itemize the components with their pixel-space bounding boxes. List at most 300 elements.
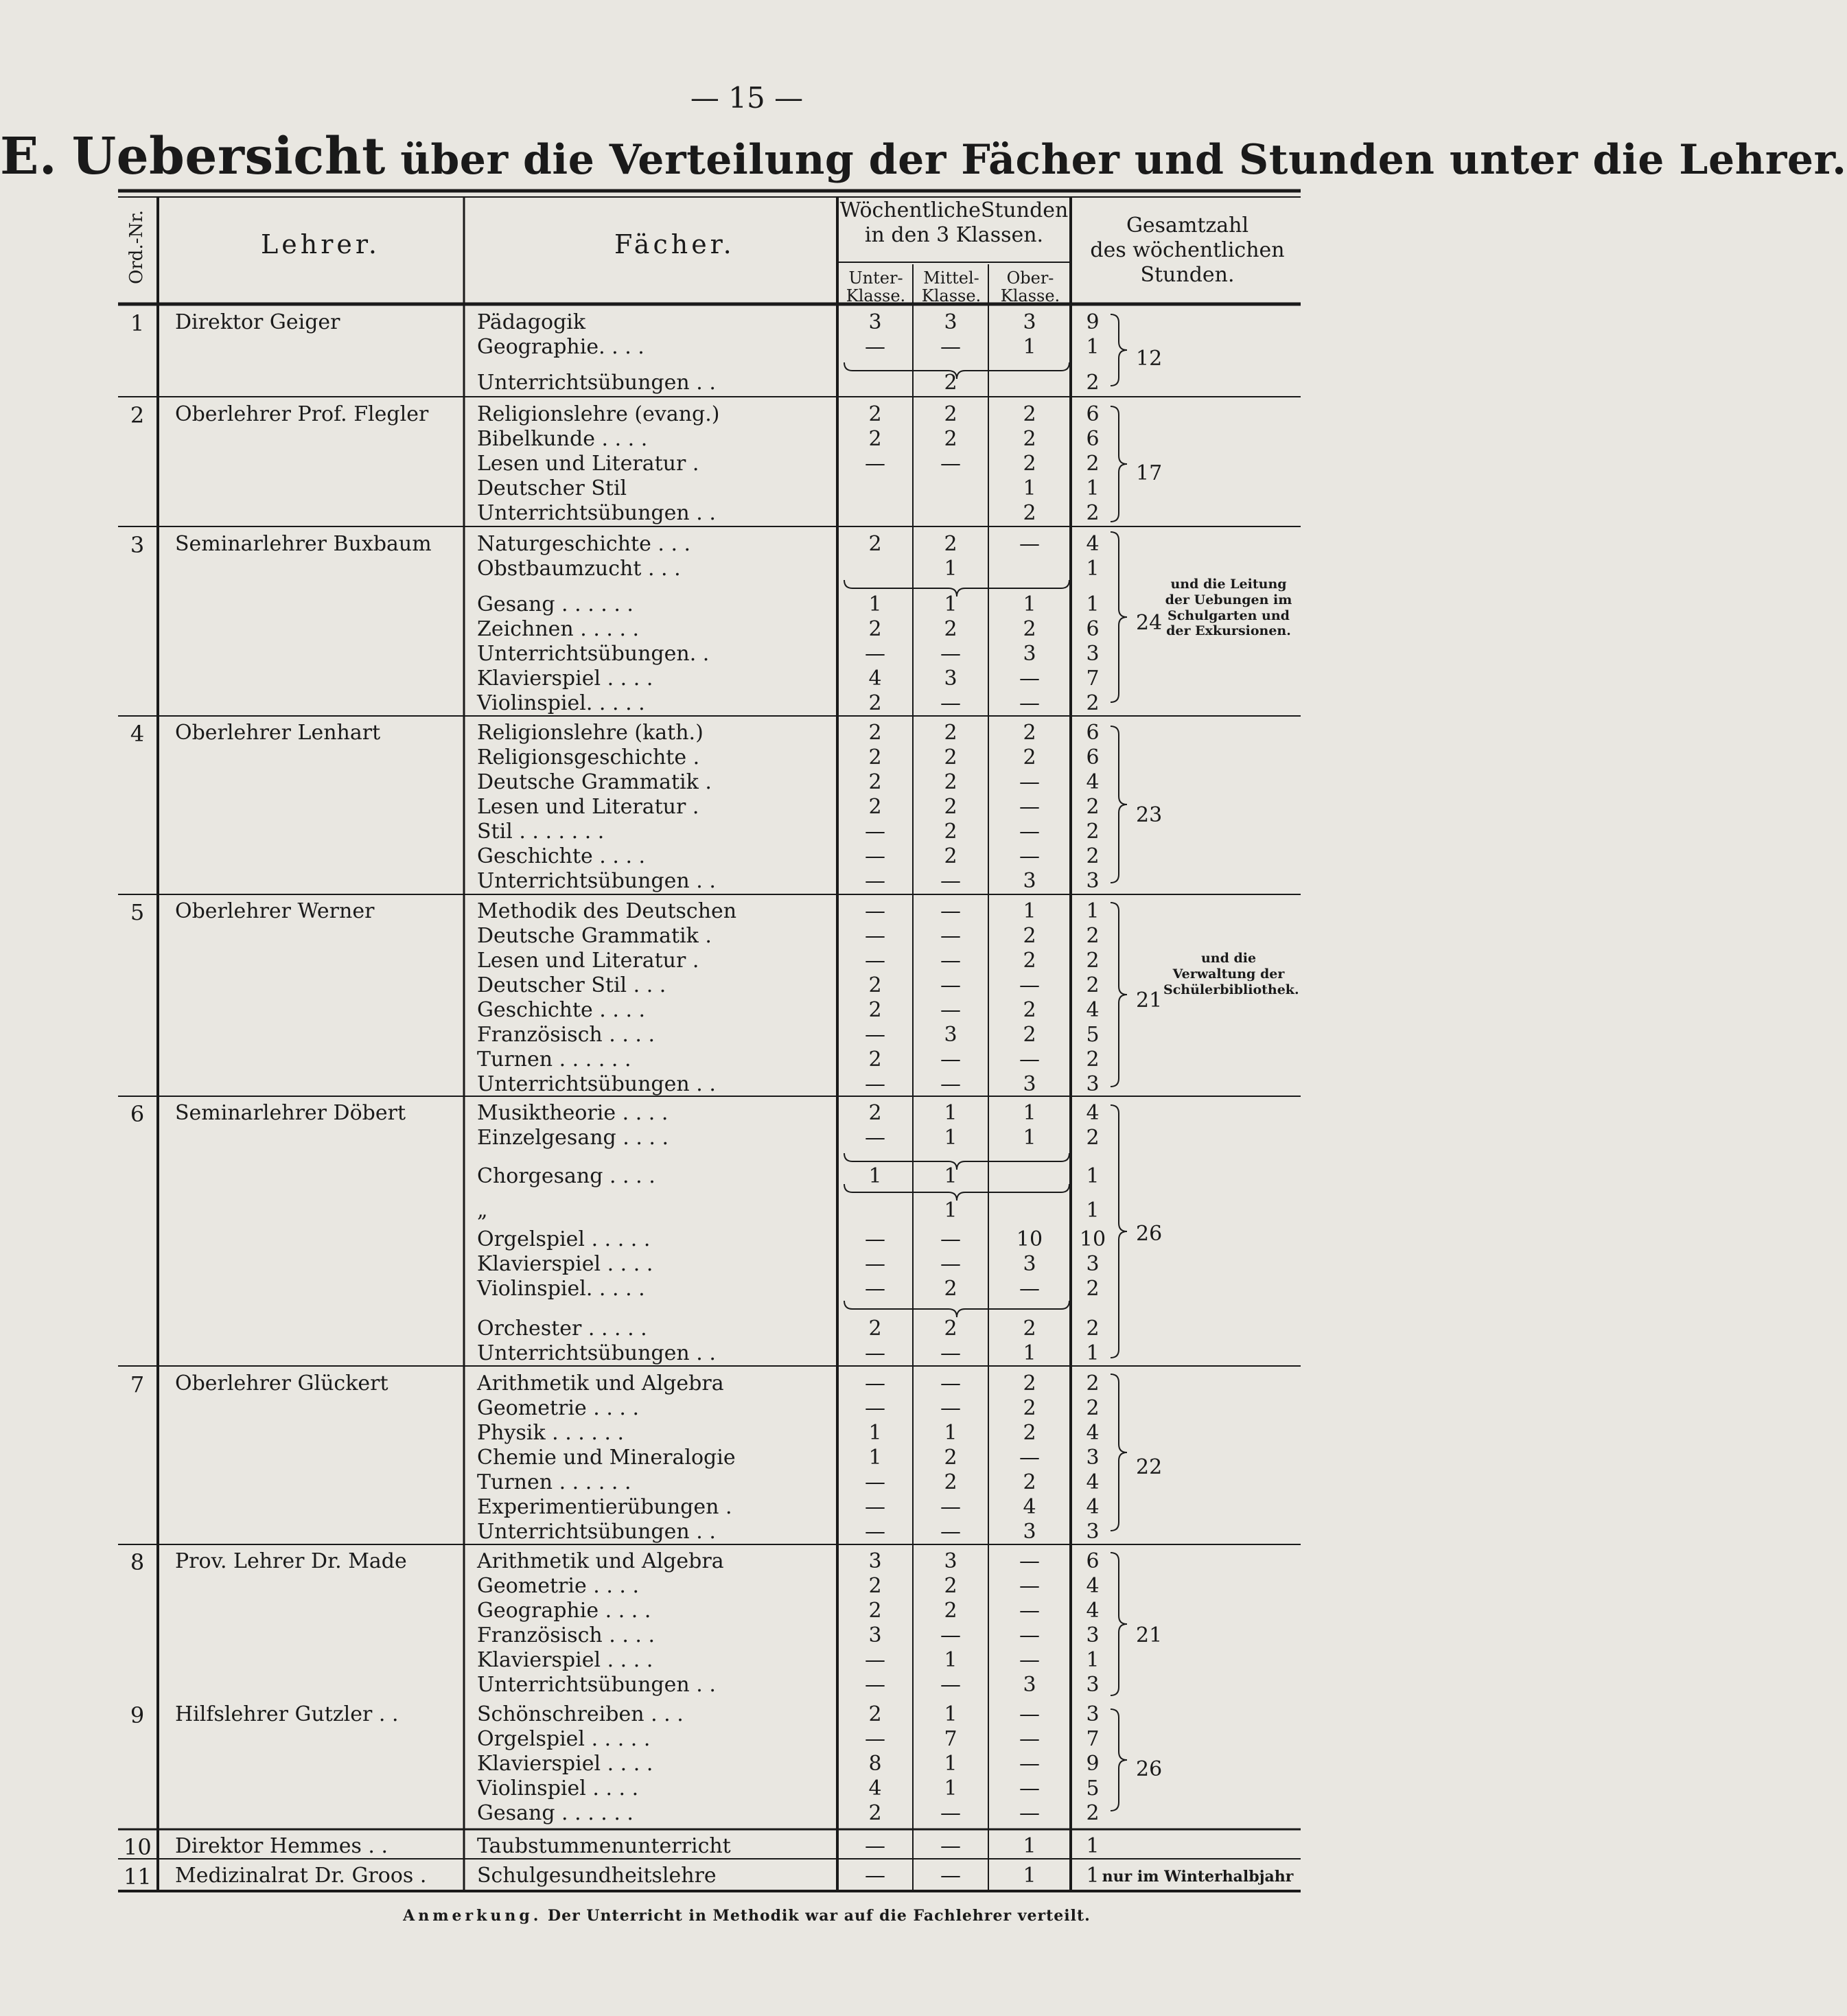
hours-unter: — (865, 1470, 885, 1494)
hours-ober: — (1019, 667, 1040, 691)
hours-unter: 2 (868, 427, 882, 451)
hours-ober: 4 (1023, 1495, 1036, 1519)
header-weekly: WöchentlicheStunden (839, 198, 1069, 222)
subject-name: Französisch . . . . (477, 1623, 655, 1647)
group-total: 23 (1136, 803, 1163, 827)
hours-total: 1 (1086, 557, 1100, 581)
hours-mittel: — (940, 1801, 961, 1825)
row-number: 10 (124, 1834, 152, 1860)
subject-name: „ (477, 1198, 488, 1223)
hours-unter: 8 (868, 1752, 882, 1776)
hours-unter: — (865, 1834, 885, 1858)
hours-mittel: — (940, 1047, 961, 1071)
hours-unter: 3 (868, 310, 882, 334)
teacher-name: Hilfslehrer Gutzler . . (175, 1702, 399, 1726)
hours-ober: 2 (1023, 1023, 1036, 1047)
hours-unter: — (865, 1341, 885, 1365)
subject-name: Klavierspiel . . . . (477, 667, 653, 691)
hours-unter: 2 (868, 1101, 882, 1125)
footnote (0, 1907, 1494, 1925)
hours-mittel: 7 (944, 1727, 957, 1751)
hours-ober: — (1019, 532, 1040, 556)
subject-name: Religionslehre (evang.) (477, 402, 720, 426)
hours-ober: 2 (1023, 1421, 1036, 1445)
row-number: 5 (130, 899, 145, 925)
hours-mittel: — (940, 998, 961, 1022)
subject-name: Bibelkunde . . . . (477, 427, 648, 451)
hours-mittel: — (940, 1673, 961, 1697)
subject-name: Methodik des Deutschen (477, 899, 737, 923)
hours-ober: — (1019, 1801, 1040, 1825)
hours-unter: — (865, 869, 885, 893)
hours-ober: — (1019, 844, 1040, 868)
hours-total: 2 (1086, 1371, 1100, 1395)
header-ober: Ober- (1006, 268, 1054, 288)
subject-name: Unterrichtsübungen . . (477, 1673, 716, 1697)
hours-unter: 2 (868, 1599, 882, 1623)
hours-total: 2 (1086, 1126, 1100, 1150)
hours-ober: 2 (1023, 1317, 1036, 1341)
hours-unter: — (865, 924, 885, 948)
subject-name: Deutsche Grammatik . (477, 924, 712, 948)
header-unter: Unter- (848, 268, 903, 288)
hours-mittel: 1 (944, 1648, 957, 1672)
hours-unter: — (865, 335, 885, 359)
hours-total: 2 (1086, 973, 1100, 997)
hours-total: 2 (1086, 452, 1100, 476)
hours-total: 7 (1086, 1727, 1100, 1751)
teacher-name: Oberlehrer Werner (175, 899, 375, 923)
group-total: 26 (1136, 1757, 1163, 1781)
hours-unter: — (865, 1227, 885, 1251)
subject-name: Chorgesang . . . . (477, 1164, 655, 1188)
hours-total: 1 (1086, 1834, 1100, 1858)
hours-unter: 2 (868, 617, 882, 641)
hours-mittel: — (940, 642, 961, 666)
hours-total: 2 (1086, 795, 1100, 819)
subject-name: Unterrichtsübungen. . (477, 642, 710, 666)
hours-mittel: 3 (944, 667, 957, 691)
hours-unter: 2 (868, 973, 882, 997)
hours-ober: 1 (1023, 1101, 1036, 1125)
hours-ober: 1 (1023, 1341, 1036, 1365)
hours-total: 2 (1086, 820, 1100, 844)
hours-unter: 2 (868, 1702, 882, 1726)
teacher-name: Seminarlehrer Buxbaum (175, 532, 432, 556)
hours-mittel: — (940, 1495, 961, 1519)
hours-mittel: 2 (944, 795, 957, 819)
hours-unter: 4 (868, 1776, 882, 1800)
hours-mittel: 1 (944, 1198, 957, 1223)
hours-ober: — (1019, 1648, 1040, 1672)
teacher-name: Oberlehrer Lenhart (175, 721, 381, 745)
hours-unter: — (865, 820, 885, 844)
hours-total: 2 (1086, 371, 1100, 395)
hours-total: 4 (1086, 770, 1100, 794)
hours-unter: 2 (868, 1574, 882, 1598)
subject-name: Physik . . . . . . (477, 1421, 625, 1445)
hours-total: 4 (1086, 532, 1100, 556)
subject-name: Orchester . . . . . (477, 1317, 647, 1341)
subject-name: Violinspiel. . . . . (477, 1277, 645, 1301)
subject-name: Turnen . . . . . . (477, 1470, 631, 1494)
hours-ober: 2 (1023, 1470, 1036, 1494)
hours-ober: 1 (1023, 476, 1036, 500)
hours-mittel: — (940, 869, 961, 893)
hours-total: 1 (1086, 1864, 1100, 1888)
hours-mittel: 1 (944, 1421, 957, 1445)
subject-name: Unterrichtsübungen . . (477, 1520, 716, 1544)
hours-total: 6 (1086, 745, 1100, 769)
hours-ober: — (1019, 1277, 1040, 1301)
header-subjects: Fächer. (614, 229, 735, 259)
hours-mittel: — (940, 1227, 961, 1251)
hours-total: 6 (1086, 1549, 1100, 1573)
hours-ober: 3 (1023, 869, 1036, 893)
hours-mittel: 2 (944, 1470, 957, 1494)
hours-mittel: 2 (944, 427, 957, 451)
hours-unter: — (865, 1252, 885, 1276)
hours-mittel: 1 (944, 592, 957, 616)
subject-name: Musiktheorie . . . . (477, 1101, 669, 1125)
hours-ober: 2 (1023, 427, 1036, 451)
hours-ober: — (1019, 1752, 1040, 1776)
hours-unter: 1 (868, 1164, 882, 1188)
subject-name: Taubstummenunterricht (477, 1834, 731, 1858)
hours-ober: — (1019, 1599, 1040, 1623)
hours-mittel: — (940, 899, 961, 923)
hours-mittel: — (940, 1371, 961, 1395)
hours-mittel: 2 (944, 617, 957, 641)
hours-total: 6 (1086, 617, 1100, 641)
hours-unter: — (865, 899, 885, 923)
hours-total: 2 (1086, 844, 1100, 868)
hours-ober: — (1019, 1549, 1040, 1573)
subject-name: Stil . . . . . . . (477, 820, 605, 844)
hours-mittel: — (940, 1834, 961, 1858)
row-number: 11 (124, 1864, 152, 1890)
hours-ober: — (1019, 1574, 1040, 1598)
hours-ober: — (1019, 691, 1040, 715)
subject-name: Arithmetik und Algebra (477, 1371, 724, 1395)
hours-unter: — (865, 642, 885, 666)
hours-unter: 1 (868, 1446, 882, 1470)
hours-unter: — (865, 1520, 885, 1544)
hours-unter: 2 (868, 1801, 882, 1825)
hours-total: 5 (1086, 1776, 1100, 1800)
hours-ober: — (1019, 820, 1040, 844)
header-ord-nr: Ord.-Nr. (126, 209, 148, 284)
hours-ober: — (1019, 770, 1040, 794)
subject-name: Naturgeschichte . . . (477, 532, 691, 556)
hours-unter: 2 (868, 691, 882, 715)
hours-mittel: 2 (944, 770, 957, 794)
header-ober-klasse: Klasse. (1000, 286, 1060, 305)
subject-name: Geschichte . . . . (477, 998, 646, 1022)
hours-mittel: 2 (944, 1317, 957, 1341)
hours-unter: — (865, 1648, 885, 1672)
hours-ober: 2 (1023, 721, 1036, 745)
header-weekly-2: in den 3 Klassen. (864, 223, 1044, 247)
hours-mittel: — (940, 924, 961, 948)
hours-mittel: — (940, 1396, 961, 1420)
hours-unter: — (865, 1126, 885, 1150)
hours-total: 3 (1086, 1252, 1100, 1276)
hours-ober: 2 (1023, 1396, 1036, 1420)
hours-total: 4 (1086, 1574, 1100, 1598)
hours-unter: — (865, 1371, 885, 1395)
header-total-2: des wöchentlichen (1090, 238, 1285, 262)
hours-mittel: 2 (944, 371, 957, 395)
subject-name: Arithmetik und Algebra (477, 1549, 724, 1573)
subject-name: Schulgesundheitslehre (477, 1864, 717, 1888)
hours-ober: — (1019, 1047, 1040, 1071)
hours-mittel: — (940, 1520, 961, 1544)
hours-ober: — (1019, 1446, 1040, 1470)
hours-unter: 2 (868, 998, 882, 1022)
group-total: 21 (1136, 988, 1163, 1012)
hours-mittel: — (940, 1623, 961, 1647)
subject-name: Zeichnen . . . . . (477, 617, 640, 641)
hours-total: 2 (1086, 1801, 1100, 1825)
hours-ober: 2 (1023, 949, 1036, 973)
hours-ober: — (1019, 973, 1040, 997)
hours-ober: 1 (1023, 335, 1036, 359)
hours-total: 1 (1086, 592, 1100, 616)
title-rest: über die Verteilung der Fächer und Stunden unter die Lehrer. (400, 136, 1847, 184)
hours-unter: — (865, 1023, 885, 1047)
row-number: 4 (130, 721, 145, 747)
subject-name: Gesang . . . . . . (477, 592, 634, 616)
subject-name: Gesang . . . . . . (477, 1801, 634, 1825)
hours-ober: 3 (1023, 1673, 1036, 1697)
hours-mittel: — (940, 1072, 961, 1096)
hours-unter: 3 (868, 1623, 882, 1647)
hours-ober: 2 (1023, 1371, 1036, 1395)
hours-mittel: 1 (944, 1702, 957, 1726)
hours-unter: — (865, 844, 885, 868)
row-number: 9 (130, 1702, 145, 1728)
page-number: — 15 — (690, 81, 804, 115)
group-note: und die Leitung der Uebungen im Schulgarten und der Exkursionen. (1165, 577, 1292, 639)
hours-total: 6 (1086, 427, 1100, 451)
hours-total: 2 (1086, 924, 1100, 948)
hours-mittel: — (940, 973, 961, 997)
subject-name: Violinspiel. . . . . (477, 691, 645, 715)
hours-ober: 3 (1023, 1252, 1036, 1276)
group-total: 24 (1136, 611, 1163, 635)
hours-unter: — (865, 1727, 885, 1751)
teacher-name: Direktor Hemmes . . (175, 1834, 388, 1858)
hours-unter: — (865, 1277, 885, 1301)
hours-mittel: 2 (944, 1574, 957, 1598)
hours-total: 1 (1086, 1648, 1100, 1672)
subject-name: Geometrie . . . . (477, 1396, 640, 1420)
subject-name: Lesen und Literatur . (477, 452, 699, 476)
hours-total: 2 (1086, 1277, 1100, 1301)
hours-total: 3 (1086, 1446, 1100, 1470)
hours-unter: 1 (868, 592, 882, 616)
hours-ober: 10 (1016, 1227, 1043, 1251)
hours-total: 3 (1086, 1702, 1100, 1726)
subject-name: Klavierspiel . . . . (477, 1252, 653, 1276)
hours-ober: 2 (1023, 402, 1036, 426)
hours-ober: 1 (1023, 1864, 1036, 1888)
hours-ober: 1 (1023, 899, 1036, 923)
group-total: 12 (1136, 347, 1163, 371)
hours-mittel: 1 (944, 1101, 957, 1125)
hours-ober: 1 (1023, 592, 1036, 616)
hours-ober: 2 (1023, 745, 1036, 769)
subject-name: Geometrie . . . . (477, 1574, 640, 1598)
hours-unter: — (865, 949, 885, 973)
subject-name: Deutscher Stil (477, 476, 627, 500)
group-total: 21 (1136, 1623, 1163, 1647)
hours-ober: 1 (1023, 1834, 1036, 1858)
hours-mittel: 3 (944, 1023, 957, 1047)
hours-total: 2 (1086, 1317, 1100, 1341)
hours-total: 2 (1086, 1396, 1100, 1420)
hours-total: 3 (1086, 869, 1100, 893)
hours-mittel: — (940, 1341, 961, 1365)
hours-total: 2 (1086, 691, 1100, 715)
hours-mittel: — (940, 691, 961, 715)
hours-ober: 2 (1023, 452, 1036, 476)
hours-unter: 2 (868, 745, 882, 769)
hours-mittel: 1 (944, 1126, 957, 1150)
header-total-3: Stunden. (1140, 263, 1235, 287)
hours-ober: — (1019, 1623, 1040, 1647)
row-number: 6 (130, 1101, 145, 1127)
subject-name: Klavierspiel . . . . (477, 1752, 653, 1776)
hours-total: 1 (1086, 476, 1100, 500)
hours-ober: — (1019, 1776, 1040, 1800)
hours-mittel: 1 (944, 1752, 957, 1776)
subject-name: Unterrichtsübungen . . (477, 371, 716, 395)
subject-name: Unterrichtsübungen . . (477, 1072, 716, 1096)
hours-ober: 2 (1023, 617, 1036, 641)
title-word: Uebersicht (71, 127, 386, 186)
hours-total: 1 (1086, 335, 1100, 359)
row-number: 2 (130, 402, 145, 428)
hours-unter: — (865, 1495, 885, 1519)
hours-ober: 3 (1023, 310, 1036, 334)
group-total: 22 (1136, 1455, 1163, 1479)
hours-unter: 2 (868, 532, 882, 556)
subject-name: Orgelspiel . . . . . (477, 1727, 651, 1751)
hours-unter: — (865, 1396, 885, 1420)
header-teacher: Lehrer. (261, 229, 380, 259)
teacher-name: Prov. Lehrer Dr. Made (175, 1549, 407, 1573)
hours-unter: — (865, 1673, 885, 1697)
subject-name: Chemie und Mineralogie (477, 1446, 736, 1470)
subject-name: Religionsgeschichte . (477, 745, 700, 769)
subject-name: Unterrichtsübungen . . (477, 501, 716, 525)
hours-mittel: 2 (944, 1277, 957, 1301)
hours-mittel: 2 (944, 844, 957, 868)
hours-total: 5 (1086, 1023, 1100, 1047)
group-total: 26 (1136, 1222, 1163, 1246)
hours-total: 9 (1086, 1752, 1100, 1776)
subject-name: Lesen und Literatur . (477, 949, 699, 973)
hours-mittel: — (940, 335, 961, 359)
subject-name: Experimentierübungen . (477, 1495, 732, 1519)
hours-unter: 2 (868, 770, 882, 794)
hours-ober: — (1019, 795, 1040, 819)
teacher-name: Direktor Geiger (175, 310, 340, 334)
hours-unter: 4 (868, 667, 882, 691)
subject-name: Deutsche Grammatik . (477, 770, 712, 794)
hours-unter: 2 (868, 1047, 882, 1071)
hours-unter: — (865, 452, 885, 476)
hours-total: 4 (1086, 1495, 1100, 1519)
hours-total: 3 (1086, 1673, 1100, 1697)
hours-unter: — (865, 1864, 885, 1888)
hours-total: 4 (1086, 1470, 1100, 1494)
hours-mittel: 3 (944, 1549, 957, 1573)
hours-unter: 2 (868, 402, 882, 426)
hours-total: 3 (1086, 1623, 1100, 1647)
header-unter-klasse: Klasse. (846, 286, 906, 305)
subject-name: Einzelgesang . . . . (477, 1126, 669, 1150)
hours-total: 10 (1079, 1227, 1106, 1251)
hours-ober: 2 (1023, 501, 1036, 525)
hours-mittel: 2 (944, 532, 957, 556)
hours-mittel: — (940, 1252, 961, 1276)
hours-total: 3 (1086, 1072, 1100, 1096)
subject-name: Geschichte . . . . (477, 844, 646, 868)
footnote-text: Der Unterricht in Methodik war auf die Fachlehrer verteilt. (548, 1907, 1091, 1925)
hours-total: 6 (1086, 721, 1100, 745)
hours-total: 2 (1086, 1047, 1100, 1071)
hours-mittel: 2 (944, 820, 957, 844)
subject-name: Unterrichtsübungen . . (477, 869, 716, 893)
hours-total: 3 (1086, 1520, 1100, 1544)
row-number: 7 (130, 1371, 145, 1398)
hours-total: 1 (1086, 899, 1100, 923)
subject-name: Französisch . . . . (477, 1023, 655, 1047)
row-number: 3 (130, 532, 145, 558)
hours-mittel: — (940, 949, 961, 973)
hours-mittel: 2 (944, 721, 957, 745)
hours-total: 1 (1086, 1198, 1100, 1223)
hours-unter: 2 (868, 721, 882, 745)
hours-total: 2 (1086, 501, 1100, 525)
subject-name: Violinspiel . . . . (477, 1776, 639, 1800)
hours-ober: 3 (1023, 1520, 1036, 1544)
subject-name: Klavierspiel . . . . (477, 1648, 653, 1672)
hours-ober: 3 (1023, 1072, 1036, 1096)
hours-mittel: 2 (944, 402, 957, 426)
hours-mittel: — (940, 1864, 961, 1888)
subject-name: Deutscher Stil . . . (477, 973, 666, 997)
hours-total: 1 (1086, 1341, 1100, 1365)
teacher-name: Oberlehrer Glückert (175, 1371, 388, 1395)
hours-mittel: — (940, 452, 961, 476)
hours-mittel: 1 (944, 557, 957, 581)
subject-name: Religionslehre (kath.) (477, 721, 704, 745)
hours-total: 1 (1086, 1164, 1100, 1188)
header-mittel: Mittel- (923, 268, 979, 288)
subject-name: Geographie. . . . (477, 335, 644, 359)
subject-name: Unterrichtsübungen . . (477, 1341, 716, 1365)
subject-name: Turnen . . . . . . (477, 1047, 631, 1071)
hours-ober: 1 (1023, 1126, 1036, 1150)
teacher-name: Medizinalrat Dr. Groos . (175, 1864, 427, 1888)
teacher-name: Oberlehrer Prof. Flegler (175, 402, 429, 426)
hours-total: 4 (1086, 1101, 1100, 1125)
subject-name: Obstbaumzucht . . . (477, 557, 681, 581)
